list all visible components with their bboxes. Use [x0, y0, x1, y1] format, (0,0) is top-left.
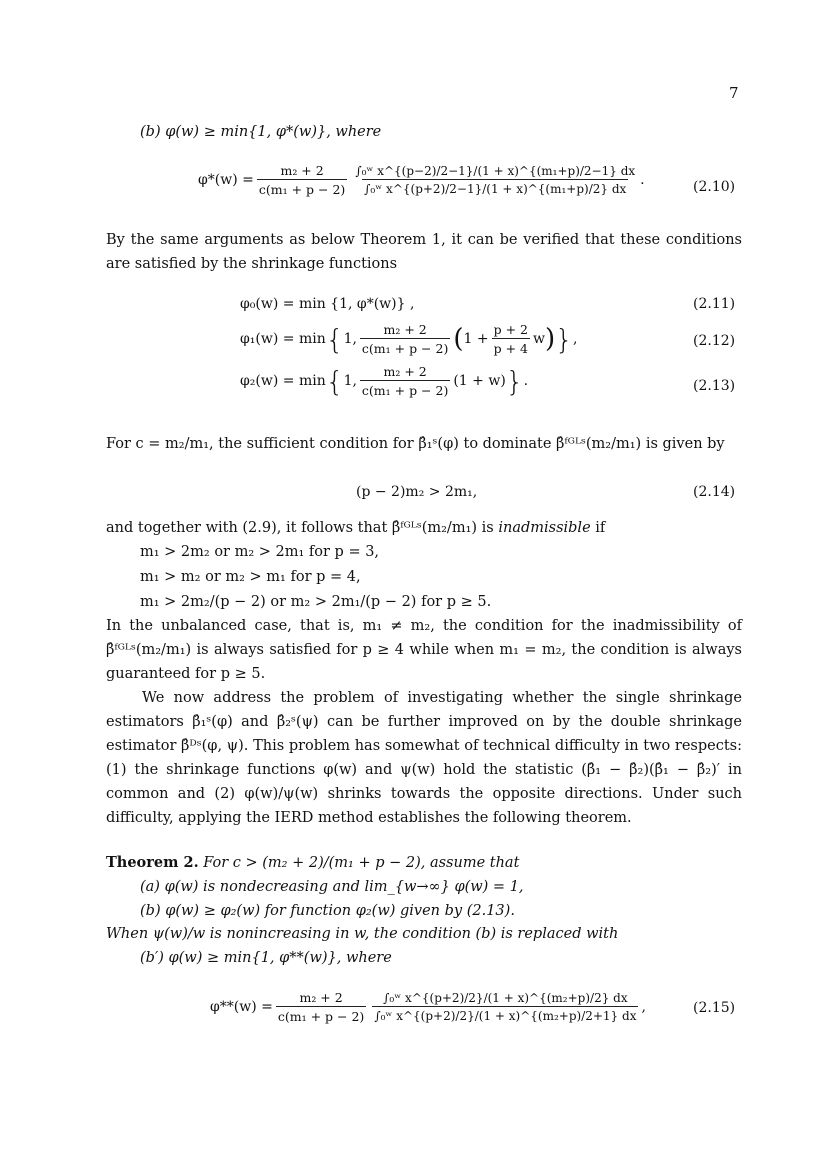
theorem-cond-bprime: (b′) φ(w) ≥ min{1, φ**(w)}, where	[140, 950, 392, 966]
right-brace-icon: }	[555, 322, 573, 356]
eq212-inner-post: w	[532, 331, 545, 347]
eq210-f2-den: ∫₀ʷ x^{(p+2)/2−1}/(1 + x)^{(m₁+p)/2} dx	[362, 179, 628, 196]
case-p3: m₁ > 2m₂ or m₂ > 2m₁ for p = 3,	[140, 544, 380, 560]
para3-a: and together with (2.9), it follows that β̂ᶠᴳᴸˢ(m₂/m₁) is	[106, 520, 499, 536]
theorem-cond-a: (a) φ(w) is nondecreasing and lim_{w→∞} φ(w) = 1,	[140, 879, 524, 895]
condition-b: (b) φ(w) ≥ min{1, φ*(w)}, where	[140, 124, 382, 140]
eq212-f-den: c(m₁ + p − 2)	[360, 338, 450, 356]
left-paren-icon: (	[453, 324, 464, 354]
eq212-f-num: m₂ + 2	[383, 322, 427, 337]
eq212-lhs: φ₁(w) = min	[240, 331, 326, 347]
equation-2-14: (p − 2)m₂ > 2m₁,	[356, 484, 478, 500]
left-brace-icon: {	[325, 322, 344, 356]
eq212-g-den: p + 4	[492, 338, 530, 356]
case-p5: m₁ > 2m₂/(p − 2) or m₂ > 2m₁/(p − 2) for p ≥ 5.	[140, 594, 492, 610]
eq214-number: (2.14)	[693, 484, 736, 500]
right-paren-icon: )	[544, 324, 556, 354]
theorem-statement: For c > (m₂ + 2)/(m₁ + p − 2), assume that	[203, 855, 520, 871]
equation-2-15	[210, 990, 680, 1024]
eq215-f2-num: ∫₀ʷ x^{(p+2)/2}/(1 + x)^{(m₂+p)/2} dx	[383, 991, 628, 1005]
eq215-f1-num: m₂ + 2	[299, 990, 343, 1005]
theorem-2	[106, 851, 742, 875]
left-brace-icon: {	[325, 364, 344, 398]
eq215-f2-den: ∫₀ʷ x^{(p+2)/2}/(1 + x)^{(m₂+p)/2+1} dx	[372, 1006, 638, 1023]
eq213-one: 1,	[343, 373, 357, 389]
eq210-number: (2.10)	[693, 179, 736, 195]
eq213-f-den: c(m₁ + p − 2)	[360, 380, 450, 398]
para3-emphasis: inadmissible	[498, 520, 591, 536]
eq211-number: (2.11)	[693, 296, 736, 312]
paragraph-2: For c = m₂/m₁, the sufficient condition for β̂₁ˢ(φ) to dominate β̂ᶠᴳᴸˢ(m₂/m₁) is given by	[106, 436, 725, 452]
eq210-f2-num: ∫₀ʷ x^{(p−2)/2−1}/(1 + x)^{(m₁+p)/2−1} dx	[355, 164, 636, 178]
eq210-f1-den: c(m₁ + p − 2)	[257, 179, 347, 197]
eq212-number: (2.12)	[693, 333, 736, 349]
eq213-number: (2.13)	[693, 378, 736, 394]
eq213-post: (1 + w)	[453, 373, 506, 389]
equation-2-10	[198, 163, 678, 197]
theorem-cond-b: (b) φ(w) ≥ φ₂(w) for function φ₂(w) given by (2.13).	[140, 903, 515, 919]
case-p4: m₁ > m₂ or m₂ > m₁ for p = 4,	[140, 569, 361, 585]
equation-2-11: φ₀(w) = min {1, φ*(w)} ,	[240, 296, 415, 312]
eq213-end: .	[523, 373, 529, 389]
eq210-lhs: φ*(w) =	[198, 172, 254, 188]
eq210-end: .	[640, 172, 645, 188]
eq212-end: ,	[572, 331, 578, 347]
eq212-one: 1,	[343, 331, 357, 347]
theorem-heading: Theorem 2.	[106, 854, 199, 871]
paragraph-1: By the same arguments as below Theorem 1, it can be verified that these conditions are satisfied by the shrinkage functions	[106, 232, 742, 272]
eq215-end: ,	[641, 999, 646, 1015]
eq213-lhs: φ₂(w) = min	[240, 373, 326, 389]
eq213-f-num: m₂ + 2	[383, 364, 427, 379]
page-number: 7	[729, 84, 739, 102]
theorem-when: When ψ(w)/w is nonincreasing in w, the condition (b) is replaced with	[106, 926, 619, 942]
equation-2-12	[240, 322, 577, 356]
paragraph-3	[106, 516, 742, 540]
eq215-lhs: φ**(w) =	[210, 999, 273, 1015]
right-brace-icon: }	[505, 364, 524, 398]
eq212-g-num: p + 2	[493, 322, 528, 337]
paragraph-4: In the unbalanced case, that is, m₁ ≠ m₂, the condition for the inadmissibility of β̂ᶠᴳᴸˢ(m₂/m₁) is always satisfied for p ≥ 4 while when m₁ = m₂, the condition is always guaranteed for p ≥ 5.	[106, 618, 742, 682]
paragraph-5: We now address the problem of investigating whether the single shrinkage estimators β̂₁ˢ(φ) and β̂₂ˢ(ψ) can be further improved on by the double shrinkage estimator β̂ᴰˢ(φ, ψ). This problem has somewhat of technical difficulty in two respects: (1) the shrinkage functions φ(w) and ψ(w) hold the statistic (β̂₁ − β̂₂)(β̂₁ − β̂₂)′ in common and (2) φ(w)/ψ(w) shrinks towards the opposite directions. Under such difficulty, applying the IERD method establishes the following theorem.	[106, 690, 742, 826]
eq215-f1-den: c(m₁ + p − 2)	[276, 1006, 366, 1024]
eq210-f1-num: m₂ + 2	[280, 163, 324, 178]
para3-b: if	[590, 520, 606, 536]
equation-2-13	[240, 364, 528, 398]
eq215-number: (2.15)	[693, 1000, 736, 1016]
eq212-inner-pre: 1 +	[463, 331, 489, 347]
